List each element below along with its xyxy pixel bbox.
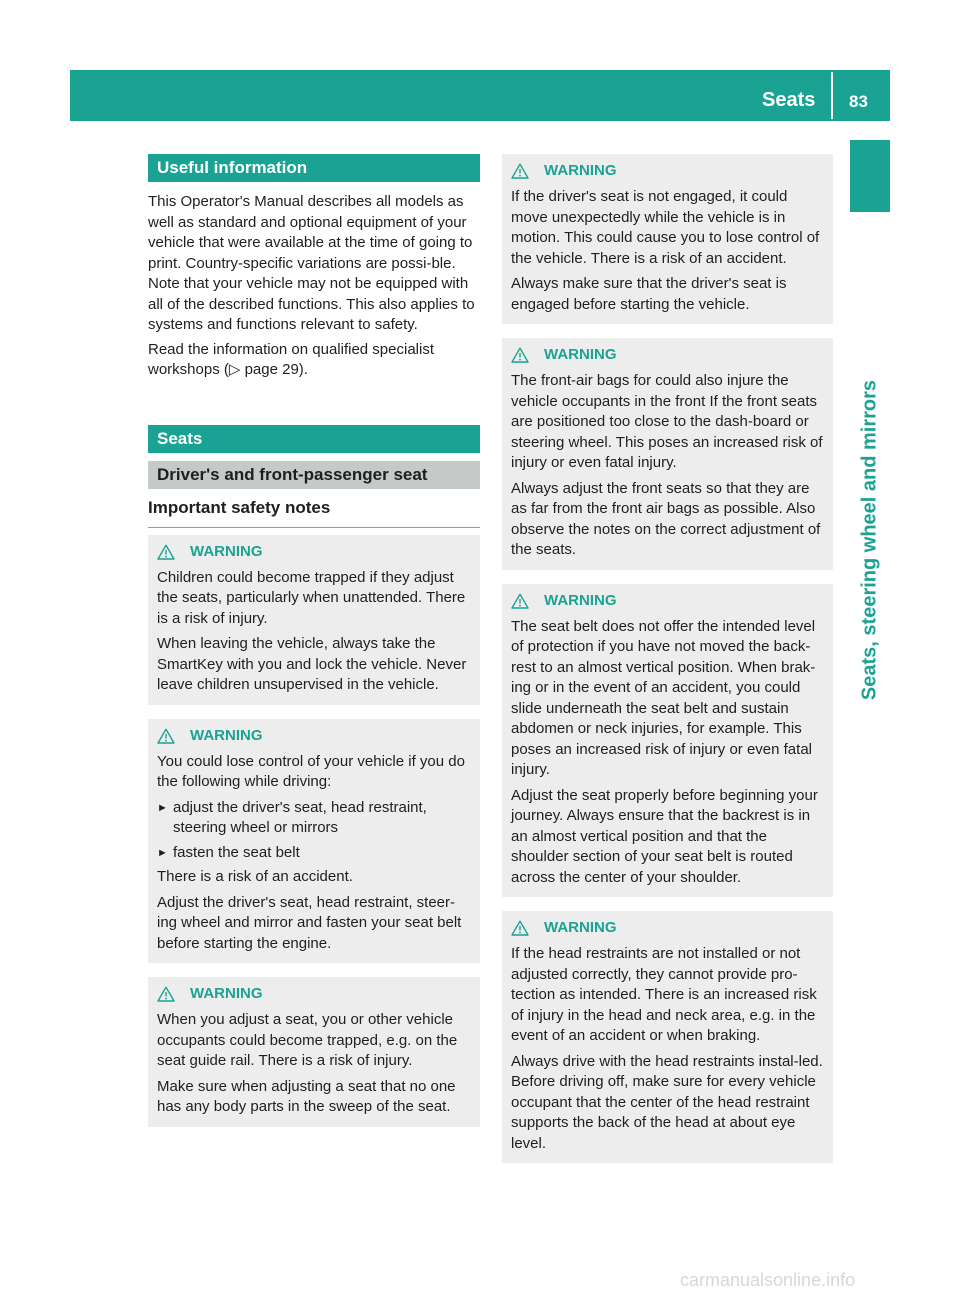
safety-notes-title: Important safety notes [148,489,480,528]
warning-text: Adjust the driver's seat, head restraint, steer-ing wheel and mirror and fasten your seat belt before starting the engine. [157,893,462,952]
warning-header [511,590,826,612]
warning-label: WARNING [544,346,617,363]
warning-text: The front-air bags for could also injure the vehicle occupants in the front If the front seats are positioned too close to the dash-board or steering wheel. This poses an increased risk of injury or even fatal injury. [511,372,823,471]
warning-text: Always drive with the head restraints instal-led. Before driving off, make sure for every vehicle occupant that the center of the head restraint supports the back of the head at about eye level. [511,1052,823,1152]
warning-triangle-icon [511,347,529,363]
warning-triangle-icon [511,593,529,609]
warning-label: WARNING [544,162,617,179]
side-tab-marker [850,140,890,212]
warning-triangle-icon [157,544,175,560]
useful-info-paragraph: This Operator's Manual describes all models as well as standard and optional equipment of your vehicle that were available at the time of going to print. Country-specific variations are possi-ble. Note that your vehicle may not be equipped with all of the described functions. This also applies to systems and functions relevant to safety. [148,193,475,333]
list-item [157,843,473,864]
warning-label: WARNING [190,985,263,1002]
warning-text: Children could become trapped if they adjust the seats, particularly when unattended. There is a risk of injury. [157,568,466,627]
page-number: 83 [849,92,868,111]
warning-box [148,719,480,964]
warning-box [502,584,833,898]
seats-heading: Seats [148,425,480,453]
warning-text: Make sure when adjusting a seat that no one has any body parts in the sweep of the seat. [157,1077,456,1115]
header-divider [831,72,833,119]
warning-text: If the driver's seat is not engaged, it could move unexpectedly while the vehicle is in motion. This could cause you to lose control of the vehicle. There is a risk of an accident. [511,188,820,267]
warning-box [502,911,833,1163]
list-item-text: fasten the seat belt [173,843,300,861]
warning-box [502,154,833,324]
seat-subheading: Driver's and front-passenger seat [148,461,480,489]
warning-label: WARNING [544,591,617,609]
bullet-marker: ► [157,846,168,859]
warning-label: WARNING [544,919,617,936]
warning-triangle-icon [511,163,529,179]
warning-text: There is a risk of an accident. [157,868,353,885]
section-title: Seats [762,89,816,111]
list-item [157,798,473,839]
warning-text: Always make sure that the driver's seat is engaged before starting the vehicle. [511,275,787,313]
warning-header [157,983,473,1005]
useful-info-heading: Useful information [148,154,480,182]
warning-box [148,535,480,705]
warning-triangle-icon [511,920,529,936]
warning-text: You could lose control of your vehicle if you do the following while driving: [157,752,465,790]
side-tab-label: Seats, steering wheel and mirrors [858,379,881,701]
warning-text: Always adjust the front seats so that they are as far from the front air bags as possible. Also observe the notes on the correct adjustment of the seats. [511,479,821,558]
warning-header [511,344,826,366]
warning-header [511,917,826,939]
left-column [148,154,480,1127]
useful-info-paragraph: Read the information on qualified specialist workshops (▷ page 29). [148,340,435,378]
warning-text: When leaving the vehicle, always take the SmartKey with you and lock the vehicle. Never leave children unsupervised in the vehicle. [157,635,467,693]
warning-box [148,977,480,1127]
bullet-marker: ► [157,801,168,814]
right-column [502,154,833,1163]
warning-header [511,160,826,182]
footer-watermark: carmanualsonline.info [680,1270,856,1290]
warning-text: If the head restraints are not installed or not adjusted correctly, they cannot provide pro-tection as intended. There is an increased risk of injury in the head and neck area, e.g. in the event of an accident or when braking. [511,945,817,1044]
warning-header [157,725,473,747]
warning-text: When you adjust a seat, you or other vehicle occupants could become trapped, e.g. on the seat guide rail. There is a risk of injury. [157,1011,458,1069]
list-item-text: adjust the driver's seat, head restraint, steering wheel or mirrors [173,798,427,836]
warning-triangle-icon [157,986,175,1002]
warning-triangle-icon [157,728,175,744]
warning-text: The seat belt does not offer the intended level of protection if you have not moved the back-rest to an almost vertical position. When brak-ing or in the event of an accident, you could slide underneath the seat belt and sustain abdomen or neck injuries, for example. This poses an increased risk of injury or even fatal injury. [511,617,816,778]
warning-text: Adjust the seat properly before beginning your journey. Always ensure that the backrest is in an almost vertical position and that the shoulder section of your seat belt is routed across the center of your shoulder. [511,786,818,886]
warning-label: WARNING [190,542,263,560]
warning-header [157,541,473,563]
warning-box [502,338,833,570]
warning-label: WARNING [190,726,263,744]
